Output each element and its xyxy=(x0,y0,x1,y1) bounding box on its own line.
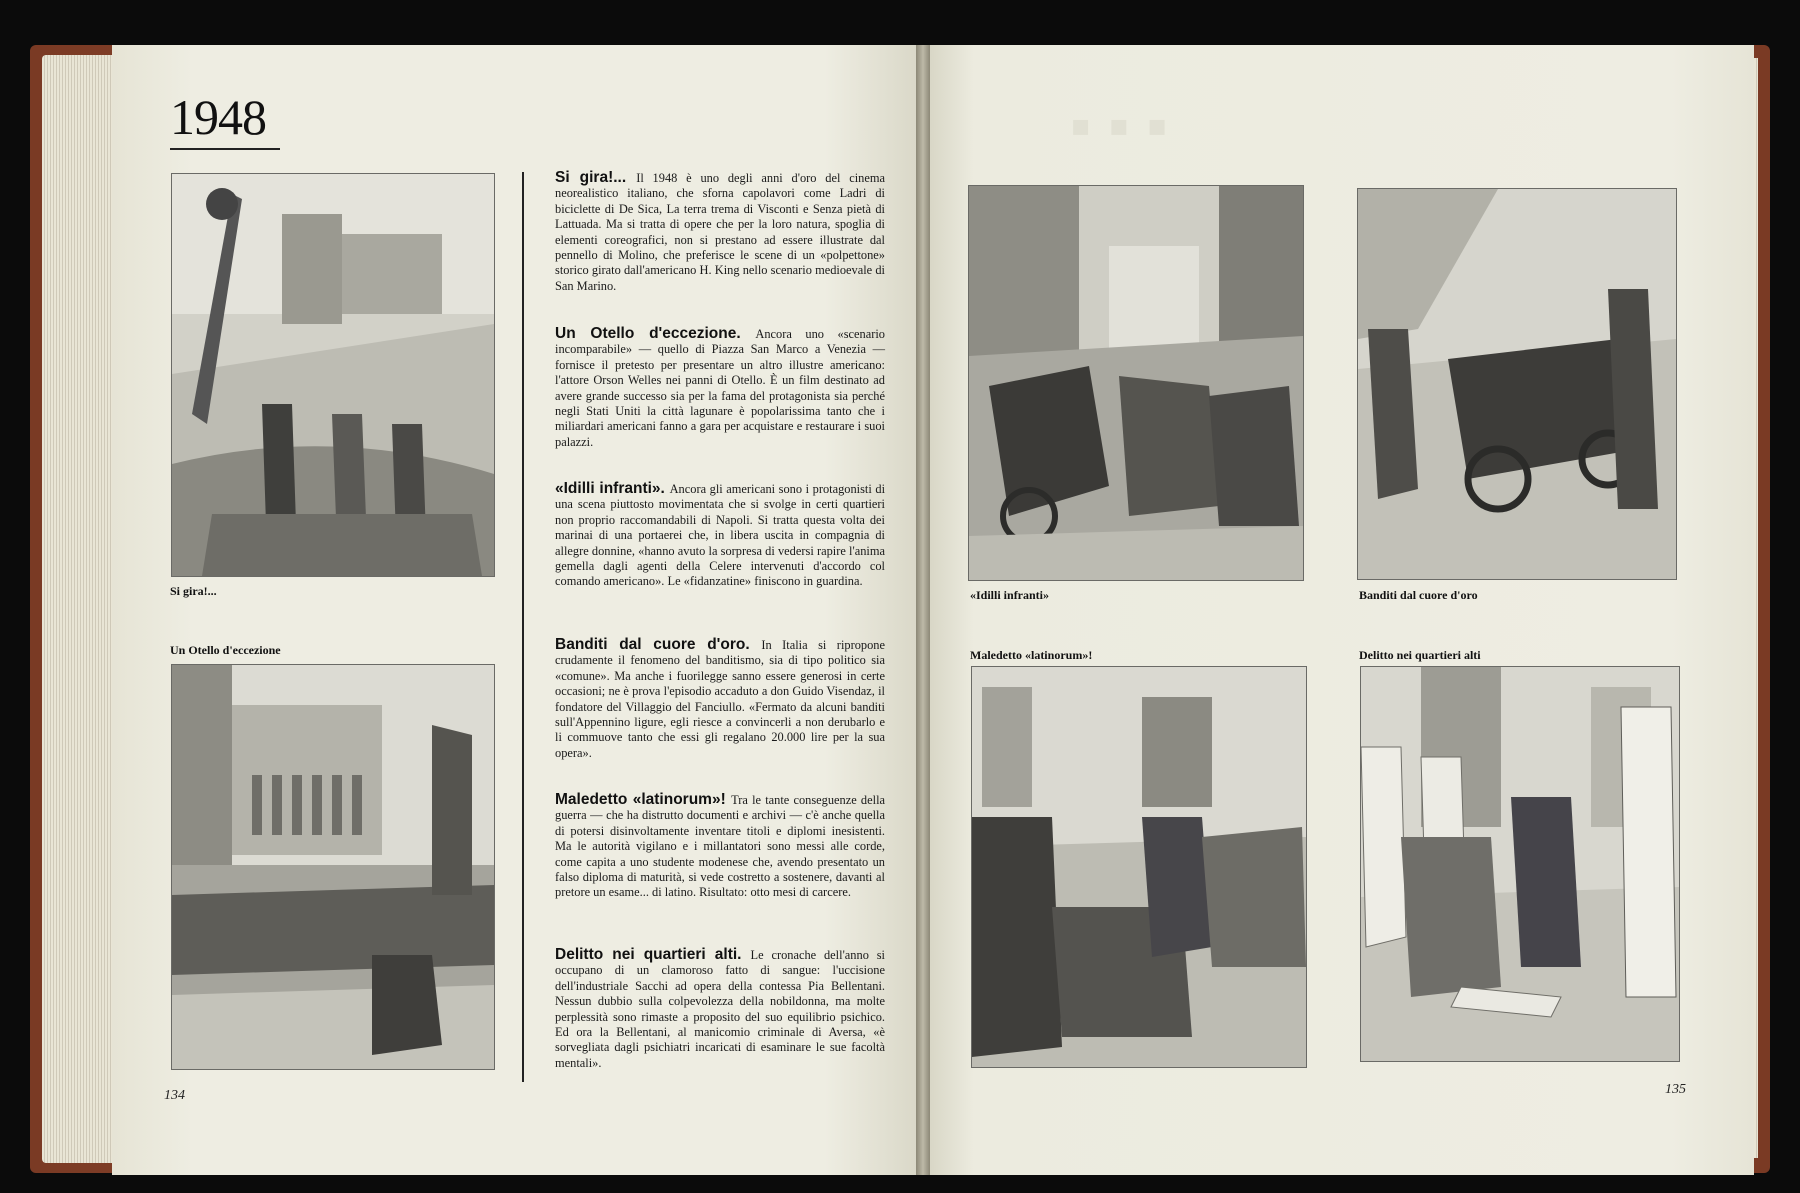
year-heading: 1948 xyxy=(170,89,266,145)
article-idilli-infranti xyxy=(555,481,885,590)
illustration-delitto xyxy=(1360,666,1680,1062)
page-edges-left xyxy=(42,55,122,1163)
article-heading: Maledetto «latinorum»! xyxy=(555,791,732,808)
illustration-otello-venezia xyxy=(171,664,495,1070)
caption-latinorum: Maledetto «latinorum»! xyxy=(970,648,1093,662)
article-body: Ancora gli americani sono i protagonisti di una scena piuttosto movimentata che si svolge in certi quartieri non proprio raccomandabili di Napoli. Si tratta questa volta dei marinai di una portaerei che, in libera uscita in compagnia di allegre donnine, «hanno avuto la sorpresa di vedersi rapire l'anima gemella dagli agenti della Celere intervenuti d'accordo col comando americano». Le «fidanzatine» finiscono in guardina. xyxy=(555,482,886,589)
article-si-gira xyxy=(555,170,885,294)
article-body: Il 1948 è uno degli anni d'oro del cinema neorealistico italiano, che sforna capolavori come Ladri di biciclette di De Sica, La terra trema di Visconti e Senza pietà di Lattuada. Ma si tratta di opere che per la loro natura, spoglia di elementi coreografici, non si prestano ad essere illustrate dal pennello di Molino, che preferisce le scene di un «polpettone» storico girato dall'americano H. King nello scenario medioevale di San Marino. xyxy=(555,171,886,293)
year-underline xyxy=(170,148,280,150)
page-number-left: 134 xyxy=(164,1088,185,1103)
illustration-banditi xyxy=(1357,188,1677,580)
illustration-film-set-san-marino xyxy=(171,173,495,577)
article-banditi xyxy=(555,637,885,761)
article-body: Tra le tante conseguenze della guerra — che ha distrutto documenti e archivi — c'è anche quella di potersi disinvoltamente inventare titoli e diplomi inesistenti. Ma le autorità vigilano e i millantatori sono messi alle corde, come capita a uno studente modenese che, avendo presentato un falso diploma di maturità, si vede costretto a sostenere, davanti al pretore un esame... di latino. Risultato: otto mesi di carcere. xyxy=(555,793,886,900)
article-heading: Delitto nei quartieri alti. xyxy=(555,946,751,963)
article-heading: «Idilli infranti». xyxy=(555,480,670,497)
illustration-latinorum xyxy=(971,666,1307,1068)
article-body: In Italia si ripropone crudamente il fenomeno del banditismo, sia di tipo politico sia «comune». Ma anche i fuorilegge sanno essere generosi in certe occasioni; ne è prova l'episodio accaduto a don Guido Visendaz, il fondatore del Villaggio del Fanciullo. «Fermato da alcuni banditi sull'Appennino ligure, egli riesce a convincerli a non derubarlo e li commuove tanto che essi gli regalano 20.000 lire per la sua opera». xyxy=(555,638,885,760)
article-heading: Si gira!... xyxy=(555,169,637,186)
caption-delitto: Delitto nei quartieri alti xyxy=(1359,648,1481,662)
illustration-idilli-infranti xyxy=(968,185,1304,581)
article-heading: Un Otello d'eccezione. xyxy=(555,325,756,342)
column-divider xyxy=(522,172,524,1082)
article-body: Le cronache dell'anno si occupano di un clamoroso fatto di sangue: l'uccisione dell'industriale Sacchi ad opera della contessa Pia Bellentani. Nessun dubbio sulla colpevolezza della nobildonna, ma molte perplessità sono rimaste a proposito del suo equilibrio psichico. Ed ora la Bellentani, al manicomio criminale di Aversa, «è sorvegliata dagli psichiatri incaricati di esaminare le sue facoltà mentali». xyxy=(555,948,885,1070)
book-gutter xyxy=(916,45,930,1175)
article-otello xyxy=(555,326,885,450)
article-delitto xyxy=(555,947,885,1071)
show-through-text: ▪ ▪ ▪ xyxy=(1070,93,1169,159)
article-latinorum xyxy=(555,792,885,901)
article-body: Ancora uno «scenario incomparabile» — quello di Piazza San Marco a Venezia — fornisce il pretesto per presentare un altro illustre americano: l'attore Orson Welles nei panni di Otello. È un film destinato ad avere grande successo sia per la fama del protagonista sia perché negli Stati Uniti la città lagunare è popolarissima tanto che i miliardari americani fanno a gara per acquistare e restaurare i suoi palazzi. xyxy=(555,327,885,449)
article-heading: Banditi dal cuore d'oro. xyxy=(555,636,762,653)
caption-idilli-infranti: «Idilli infranti» xyxy=(970,588,1050,602)
page-number-right: 135 xyxy=(1665,1082,1686,1097)
caption-banditi: Banditi dal cuore d'oro xyxy=(1359,588,1478,602)
caption-otello: Un Otello d'eccezione xyxy=(170,643,281,657)
caption-si-gira: Si gira!... xyxy=(170,584,217,598)
